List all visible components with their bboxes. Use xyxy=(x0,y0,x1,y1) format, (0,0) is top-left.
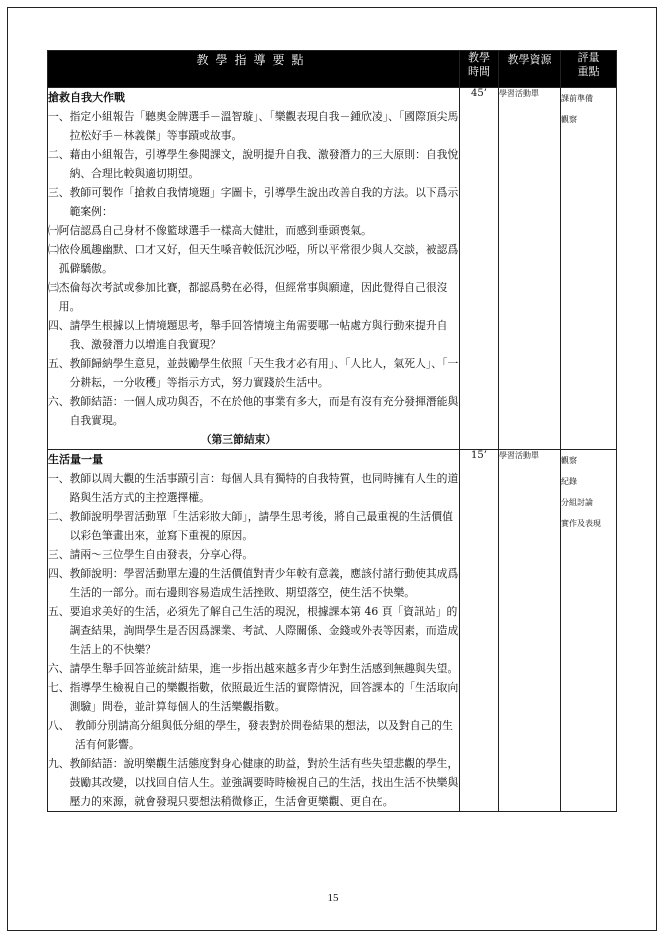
header-time-line1: 教學 xyxy=(468,51,490,64)
item-text: 教師說明：學習活動單左邊的生活價值對青少年較有意義，應該付諸行動使其成爲生活的一部分。而右邊則容易造成生活挫敗、期望落空，使生活不快樂。 xyxy=(69,567,459,599)
list-item xyxy=(48,240,459,278)
list-item xyxy=(48,678,459,716)
item-number: 二、 xyxy=(48,510,70,523)
header-guidance: 教學指導要點 xyxy=(48,51,460,88)
header-eval-line2: 重點 xyxy=(577,65,600,78)
section-row xyxy=(48,88,617,450)
item-number: ㈡ xyxy=(48,243,59,256)
list-item xyxy=(48,507,459,545)
page-number: 15 xyxy=(327,892,339,904)
item-text: 教師結語：說明樂觀生活態度對身心健康的助益，對於生活有些失望悲觀的學生，鼓勵其改變，以找回自信人生。並強調要時時檢視自己的生活，找出生活不快樂與壓力的來源，就會發現只要想法稍微修正，生活會更樂觀、更自在。 xyxy=(69,757,459,808)
header-time-line2: 時間 xyxy=(468,65,490,78)
section-title: 搶救自我大作戰 xyxy=(48,91,125,104)
item-number: 二、 xyxy=(48,148,70,161)
item-text: 阿信認爲自己身材不像籃球選手一樣高大健壯，而感到垂頭喪氣。 xyxy=(58,224,372,237)
item-text: 教師歸納學生意見，並鼓勵學生依照「天生我才必有用」、「人比人，氣死人」、「一分耕耘，一分收穫」等指示方式，努力實踐於生活中。 xyxy=(69,357,459,389)
item-text: 請兩～三位學生自由發表，分享心得。 xyxy=(69,548,254,561)
item-number: 一、 xyxy=(48,110,70,123)
item-text: 指導學生檢視自己的樂觀指數，依照最近生活的實際情況，回答課本的「生活取向測驗」問卷，並計算每個人的生活樂觀指數。 xyxy=(69,681,459,713)
item-number: ㈢ xyxy=(48,281,59,294)
header-eval-line1: 評量 xyxy=(577,51,600,64)
section-time: 15’ xyxy=(460,450,499,812)
header-time xyxy=(460,51,499,88)
item-text: 教師說明學習活動單「生活彩妝大師」，請學生思考後，將自己最重視的生活價值以彩色筆畫出來，並寫下重視的原因。 xyxy=(69,510,453,542)
item-number: 六、 xyxy=(48,662,70,675)
item-text: 教師可製作「搶救自我情境題」字圖卡，引導學生說出改善自我的方法。以下爲示範案例： xyxy=(69,186,459,218)
section-resource: 學習活動單 xyxy=(499,88,561,450)
item-text: 請學生根據以上情境題思考，舉手回答情境主角需要哪一帖處方與行動來提升自我、激發潛力以增進自我實現？ xyxy=(69,319,448,351)
section-content xyxy=(48,88,460,450)
header-resources: 教學資源 xyxy=(499,51,561,88)
lesson-plan-table xyxy=(47,50,617,812)
eval-item: 紀錄 xyxy=(561,477,577,486)
item-number: 四、 xyxy=(48,319,70,332)
item-text: 要追求美好的生活，必須先了解自己生活的現況，根據課本第 46 頁「資訊站」的調查結果，詢問學生是否因爲課業、考試、人際關係、金錢或外表等因素，而造成生活上的不快樂？ xyxy=(69,605,459,656)
item-number: 三、 xyxy=(48,186,70,199)
table-header-row xyxy=(48,51,617,88)
header-evaluation xyxy=(561,51,617,88)
section-evaluation xyxy=(561,450,617,812)
section-content xyxy=(48,450,460,812)
list-item xyxy=(48,754,459,811)
item-number: 三、 xyxy=(48,548,70,561)
item-text: 指定小組報告「聽奧金牌選手－溫智璇」、「樂觀表現自我－鍾欣凌」、「國際頂尖馬拉松好手－林義傑」等事蹟或故事。 xyxy=(69,110,459,142)
eval-item: 分組討論 xyxy=(561,498,593,507)
section-resource: 學習活動單 xyxy=(499,450,561,812)
list-item xyxy=(48,145,459,183)
item-number: 七、 xyxy=(48,681,70,694)
section-time: 45’ xyxy=(460,88,499,450)
item-number: 九、 xyxy=(48,757,70,770)
list-item xyxy=(48,107,459,145)
list-item xyxy=(48,354,459,392)
list-item xyxy=(48,716,459,754)
list-item xyxy=(48,602,459,659)
item-number: 一、 xyxy=(48,472,70,485)
item-number: 五、 xyxy=(48,605,70,618)
list-item xyxy=(48,392,459,430)
item-text: 請學生舉手回答並統計結果，進一步指出越來越多青少年對生活感到無趣與失望。 xyxy=(69,662,459,675)
eval-item: 課前準備 xyxy=(561,94,593,103)
eval-item: 觀察 xyxy=(561,456,577,465)
item-text: 教師分別請高分組與低分組的學生，發表對於問卷結果的想法，以及對自己的生活有何影響。 xyxy=(75,719,453,751)
item-number: 八、 xyxy=(48,719,75,732)
list-item xyxy=(48,316,459,354)
item-text: 杰倫每次考試或參加比賽，都認爲勢在必得，但經常事與願違，因此覺得自己很沒用。 xyxy=(58,281,448,313)
list-item xyxy=(48,278,459,316)
section-evaluation xyxy=(561,88,617,450)
section-end-note: （第三節結束） xyxy=(200,433,277,446)
item-text: 依伶風趣幽默、口才又好，但天生嗓音較低沉沙啞，所以平常很少與人交談，被認爲孤僻驕傲。 xyxy=(58,243,459,275)
item-number: ㈠ xyxy=(48,224,59,237)
list-item xyxy=(48,183,459,221)
item-number: 四、 xyxy=(48,567,70,580)
section-title: 生活量一量 xyxy=(48,453,103,466)
list-item xyxy=(48,545,459,564)
eval-item: 觀察 xyxy=(561,115,577,124)
item-number: 六、 xyxy=(48,395,70,408)
list-item xyxy=(48,221,459,240)
item-number: 五、 xyxy=(48,357,70,370)
list-item xyxy=(48,659,459,678)
eval-item: 實作及表現 xyxy=(561,519,601,528)
item-text: 教師結語：一個人成功與否，不在於他的事業有多大，而是有沒有充分發揮潛能與自我實現。 xyxy=(69,395,459,427)
list-item xyxy=(48,469,459,507)
section-row xyxy=(48,450,617,812)
item-text: 教師以周大觀的生活事蹟引言：每個人具有獨特的自我特質，也同時擁有人生的道路與生活方式的主控選擇權。 xyxy=(69,472,459,504)
list-item xyxy=(48,564,459,602)
item-text: 藉由小組報告，引導學生參閱課文，說明提升自我、激發潛力的三大原則：自我悅納、合理比較與適切期望。 xyxy=(69,148,459,180)
